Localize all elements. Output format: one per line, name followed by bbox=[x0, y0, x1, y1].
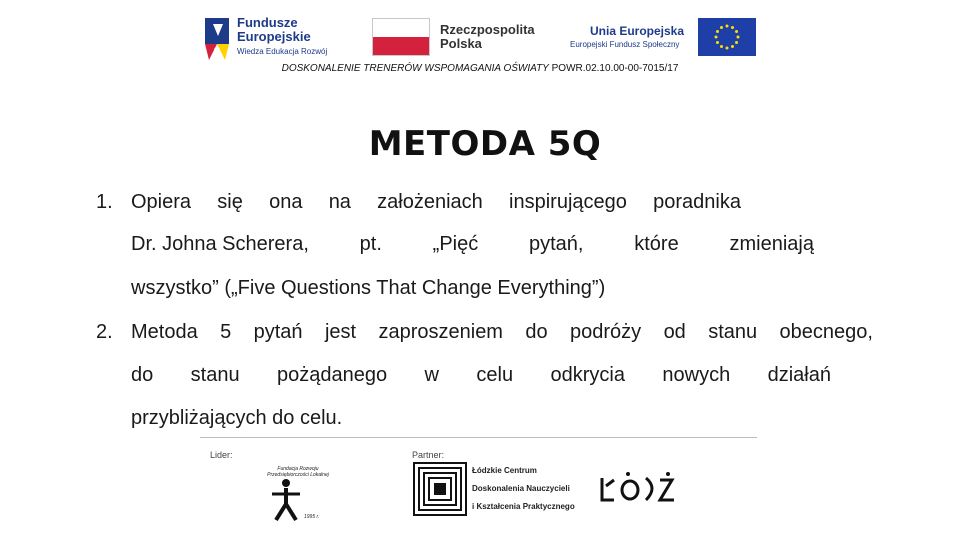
polish-flag-icon bbox=[372, 18, 430, 56]
word: Metoda bbox=[131, 321, 198, 343]
word: działań bbox=[767, 364, 831, 386]
eu-star-icon bbox=[715, 36, 718, 39]
eu-star-icon bbox=[726, 47, 729, 50]
ldc-square-logo-icon bbox=[413, 462, 467, 516]
unia-europejska-logo bbox=[568, 18, 758, 58]
eu-star-icon bbox=[726, 25, 729, 28]
word: do bbox=[131, 364, 154, 386]
word: ona bbox=[269, 191, 303, 213]
footer-divider bbox=[200, 437, 757, 438]
word: się bbox=[217, 191, 243, 213]
eu-star-icon bbox=[731, 45, 734, 48]
ldc-logo-line1: Łódzkie Centrum bbox=[472, 466, 537, 475]
ue-logo-line1: Unia Europejska bbox=[590, 24, 685, 38]
fundusze-europejskie-star-icon bbox=[203, 14, 233, 62]
word: pytań bbox=[253, 321, 303, 343]
list-item-2-line-2 bbox=[131, 363, 831, 387]
word: celu bbox=[476, 364, 514, 386]
word: stanu bbox=[190, 364, 240, 386]
word: 5 bbox=[220, 321, 232, 343]
lider-label: Lider: bbox=[210, 450, 233, 460]
lider-logo bbox=[260, 462, 330, 524]
word: pt. bbox=[359, 233, 382, 255]
word: założeniach bbox=[377, 191, 483, 213]
word: w bbox=[424, 364, 439, 386]
word: jest bbox=[324, 321, 357, 343]
word: „Pięć bbox=[432, 233, 479, 255]
lider-logo-year: 1995 r. bbox=[304, 514, 320, 520]
fe-logo-line2: Europejskie bbox=[237, 29, 311, 44]
list-item-2-line-1 bbox=[131, 320, 873, 344]
eu-star-icon bbox=[720, 45, 723, 48]
project-line bbox=[0, 63, 960, 74]
rzeczpospolita-polska-logo bbox=[372, 18, 542, 58]
word: stanu bbox=[708, 321, 758, 343]
word: pożądanego bbox=[277, 364, 388, 386]
word: zaproszeniem bbox=[378, 321, 503, 343]
word: poradnika bbox=[653, 191, 741, 213]
eu-flag-icon bbox=[698, 18, 756, 56]
word: które bbox=[634, 233, 679, 255]
eu-star-icon bbox=[716, 41, 719, 44]
project-line-number: POWR.02.10.00-00-7015/17 bbox=[548, 63, 679, 74]
lider-logo-name: Fundacja Rozwoju Przedsiębiorczości Lokalnej bbox=[267, 466, 329, 478]
list-item-1-line-3: wszystko” („Five Questions That Change Everything”) bbox=[131, 277, 606, 299]
eu-star-icon bbox=[735, 30, 738, 33]
slide-title: METODA 5Q bbox=[368, 124, 602, 164]
eu-star-icon bbox=[731, 26, 734, 29]
eu-star-icon bbox=[737, 36, 740, 39]
fundusze-europejskie-logo bbox=[203, 14, 343, 62]
eu-star-icon bbox=[720, 26, 723, 29]
word: odkrycia bbox=[550, 364, 625, 386]
list-item-2-line-3: przybliżających do celu. bbox=[131, 407, 343, 429]
partner-label: Partner: bbox=[412, 450, 445, 460]
list-item-number: 2. bbox=[96, 321, 113, 343]
eu-star-icon bbox=[716, 30, 719, 33]
fe-logo-line1: Fundusze bbox=[237, 15, 298, 30]
rp-logo-line1: Rzeczpospolita bbox=[440, 22, 535, 37]
word: Dr. Johna Scherera, bbox=[131, 233, 309, 255]
list-item-1-line-1 bbox=[131, 190, 741, 214]
word: nowych bbox=[662, 364, 731, 386]
word: na bbox=[328, 191, 351, 213]
list-item-number: 1. bbox=[96, 191, 113, 213]
project-line-name: DOSKONALENIE TRENERÓW WSPOMAGANIA OŚWIATY bbox=[281, 63, 549, 74]
ldc-logo-line2: Doskonalenia Nauczycieli bbox=[472, 484, 570, 493]
ue-logo-line2: Europejski Fundusz Społeczny bbox=[570, 40, 680, 49]
ldc-logo-line3: i Kształcenia Praktycznego bbox=[472, 502, 575, 511]
fe-logo-line3: Wiedza Edukacja Rozwój bbox=[237, 47, 328, 56]
walking-figure-icon bbox=[266, 478, 306, 522]
lodz-city-logo-icon bbox=[598, 470, 678, 506]
word: od bbox=[663, 321, 686, 343]
word: pytań, bbox=[529, 233, 584, 255]
eu-star-icon bbox=[735, 41, 738, 44]
word: Opiera bbox=[131, 191, 192, 213]
word: inspirującego bbox=[509, 191, 627, 213]
word: obecnego, bbox=[779, 321, 873, 343]
word: podróży bbox=[570, 321, 642, 343]
word: do bbox=[525, 321, 548, 343]
word: zmieniają bbox=[729, 233, 814, 255]
list-item-1-line-2 bbox=[131, 232, 814, 256]
rp-logo-line2: Polska bbox=[440, 36, 482, 51]
